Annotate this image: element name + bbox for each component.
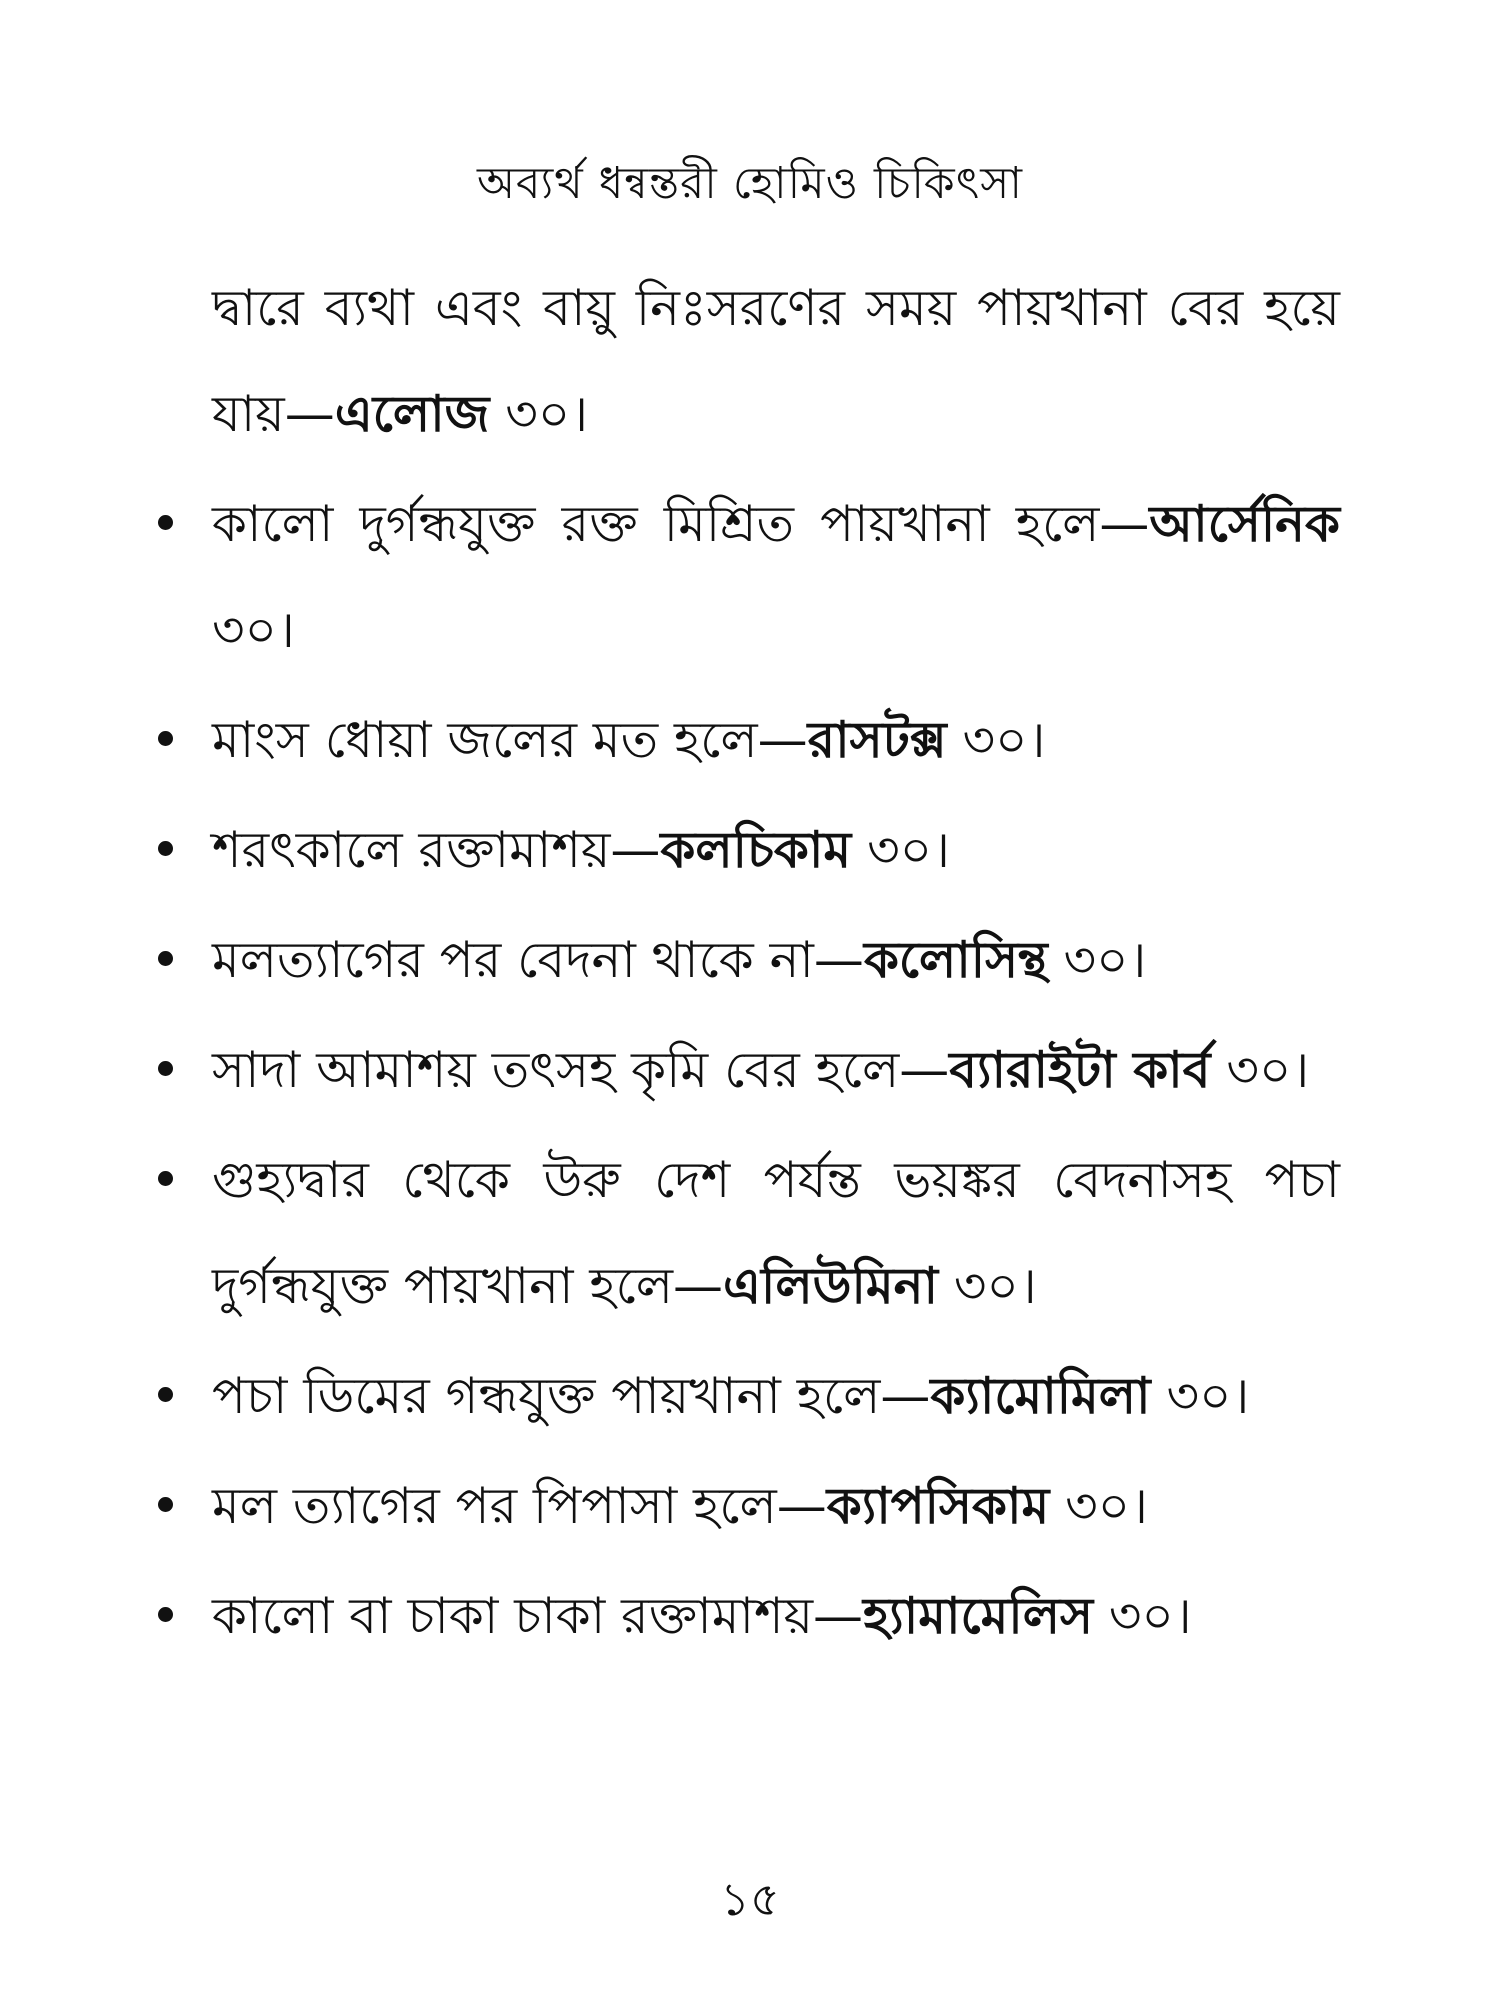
remedy-entry <box>150 1453 1340 1559</box>
remedy-entry <box>150 687 1340 793</box>
potency: ৩০। <box>1047 931 1147 989</box>
potency: ৩০। <box>1210 1041 1310 1099</box>
symptom-text: মাংস ধোয়া জলের মত হলে— <box>212 711 808 769</box>
remedy-entry <box>150 471 1340 683</box>
bullet-icon <box>158 515 173 530</box>
remedy-name: ব্যারাইটা কার্ব <box>949 1041 1211 1099</box>
potency: ৩০। <box>1049 1477 1149 1535</box>
symptom-text: সাদা আমাশয় তৎসহ কৃমি বের হলে— <box>212 1041 950 1099</box>
remedy-name: রাসটক্স <box>807 711 947 769</box>
potency: ৩০। <box>937 1257 1037 1315</box>
bullet-icon <box>158 1607 173 1622</box>
symptom-text: মলত্যাগের পর বেদনা থাকে না— <box>212 931 864 989</box>
bullet-icon <box>158 951 173 966</box>
symptom-text: পচা ডিমের গন্ধযুক্ত পায়খানা হলে— <box>212 1367 931 1425</box>
remedy-entry <box>150 1343 1340 1449</box>
page-number: ১৫ <box>720 1872 780 1926</box>
remedy-name: এলোজ <box>334 385 490 443</box>
potency: ৩০। <box>1150 1367 1250 1425</box>
potency: ৩০। <box>851 821 950 879</box>
bullet-icon <box>158 1387 173 1402</box>
bullet-icon <box>158 1061 173 1076</box>
symptom-text: মল ত্যাগের পর পিপাসা হলে— <box>212 1477 827 1535</box>
remedy-name: আর্সেনিক <box>1149 495 1340 553</box>
bullet-icon <box>158 731 173 746</box>
symptom-text: কালো দুর্গন্ধযুক্ত রক্ত মিশ্রিত পায়খানা হলে— <box>212 495 1150 553</box>
remedy-name: কলচিকাম <box>660 821 852 879</box>
remedy-name: ক্যামোমিলা <box>930 1367 1151 1425</box>
potency: ৩০। <box>489 385 589 443</box>
continued-paragraph <box>150 255 1340 467</box>
remedy-entry <box>150 797 1340 903</box>
remedy-entry <box>150 1017 1340 1123</box>
remedy-name: ক্যাপসিকাম <box>826 1477 1050 1535</box>
symptom-text: দ্বারে ব্যথা এবং বায়ু নিঃসরণের সময় পায়খানা বের হয়ে যায়— <box>212 279 1340 443</box>
running-header: অব্যর্থ ধন্বন্তরী হোমিও চিকিৎসা <box>476 158 1024 209</box>
potency: ৩০। <box>946 711 1046 769</box>
bullet-icon <box>158 841 173 856</box>
remedy-name: হ্যামামেলিস <box>863 1587 1094 1645</box>
potency: ৩০। <box>1093 1587 1192 1645</box>
remedy-entry <box>150 1127 1340 1339</box>
symptom-text: শরৎকালে রক্তামাশয়— <box>212 821 661 879</box>
bullet-icon <box>158 1497 173 1512</box>
potency: ৩০। <box>212 601 295 659</box>
page-body <box>150 255 1340 1669</box>
remedy-entry <box>150 1563 1340 1669</box>
remedy-entry <box>150 907 1340 1013</box>
remedy-name: কলোসিন্থ <box>863 931 1048 989</box>
symptom-text: কালো বা চাকা চাকা রক্তামাশয়— <box>212 1587 864 1645</box>
remedy-name: এলিউমিনা <box>722 1257 938 1315</box>
symptom-text: গুহ্যদ্বার থেকে উরু দেশ পর্যন্ত ভয়ঙ্কর বেদনাসহ পচা দুর্গন্ধযুক্ত পায়খানা হলে— <box>212 1151 1340 1315</box>
bullet-icon <box>158 1171 173 1186</box>
